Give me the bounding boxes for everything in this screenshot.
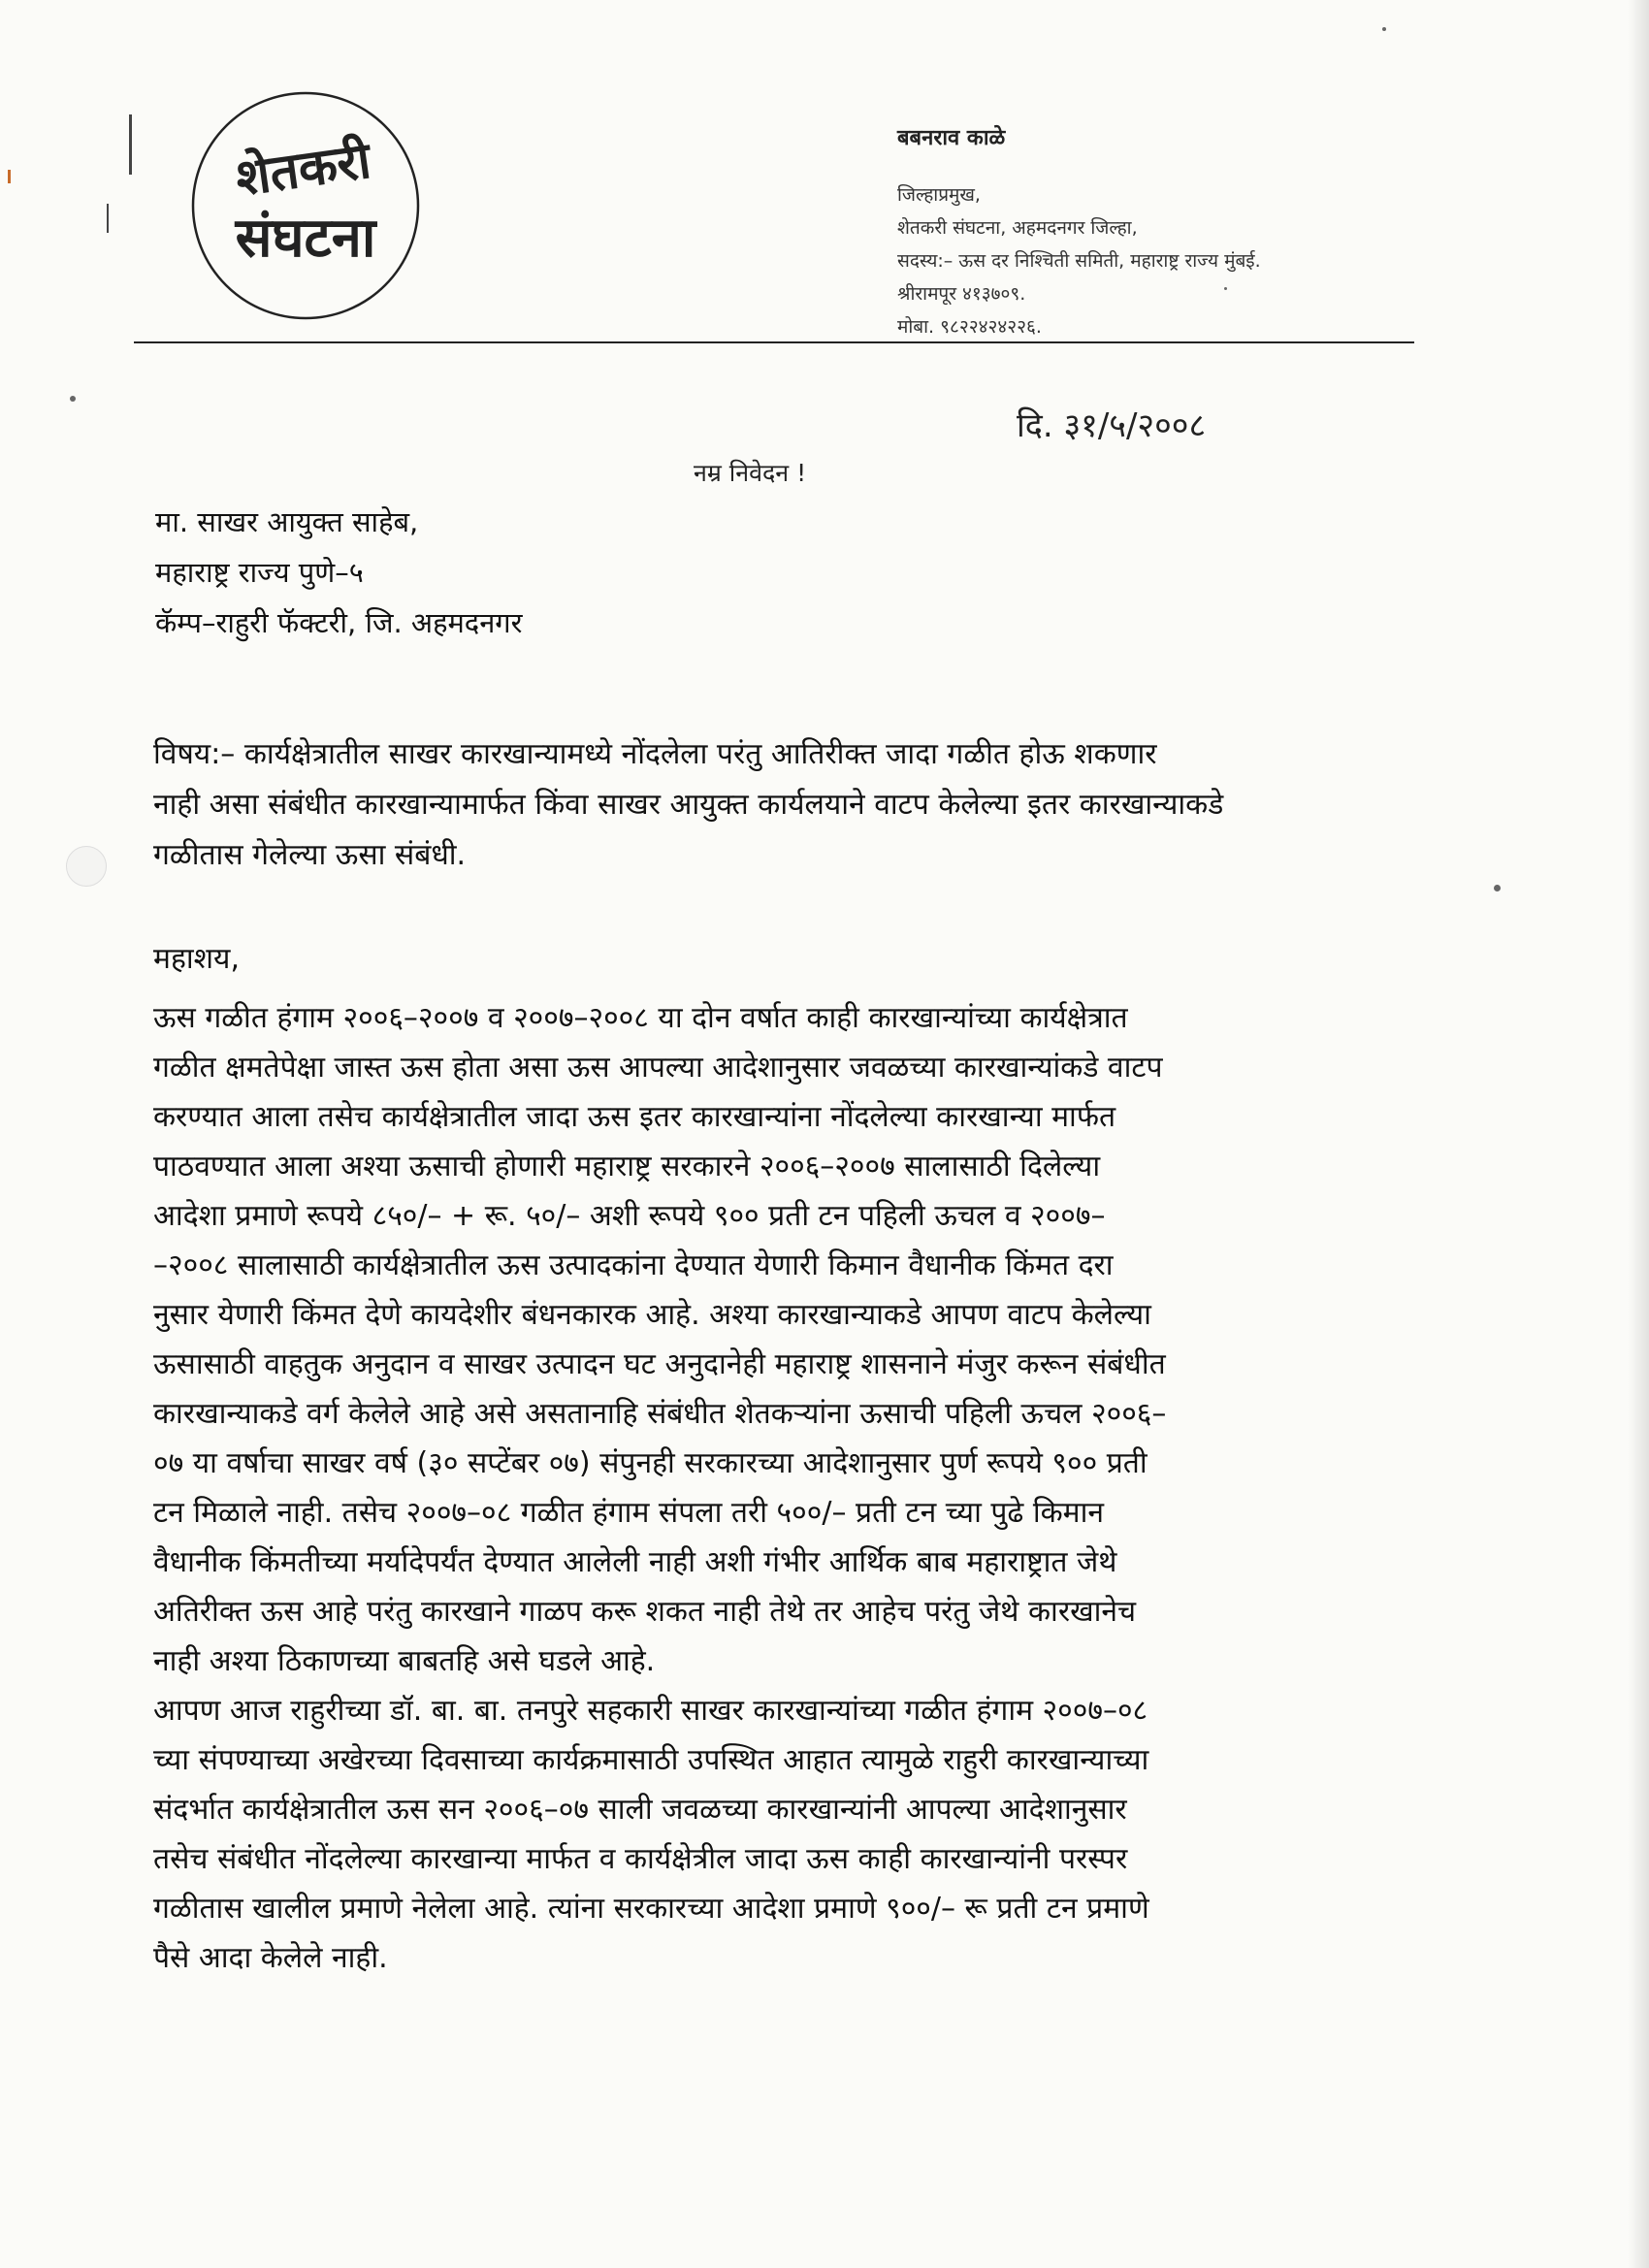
letterhead-line: जिल्हाप्रमुख, [897, 184, 981, 206]
body-line: ०७ या वर्षाचा साखर वर्ष (३० सप्टेंबर ०७) संपुनही सरकारच्या आदेशानुसार पुर्ण रूपये ९०० प्रती [153, 1446, 1148, 1480]
subject-line: विषय:– कार्यक्षेत्रातील साखर कारखान्यामध्ये नोंदलेला परंतु आतिरीक्त जादा गळीत होऊ शकणार [153, 737, 1157, 771]
letter-date: दि. ३१/५/२००८ [1017, 406, 1207, 445]
scan-speck [1382, 27, 1386, 31]
body-line: अतिरीक्त ऊस आहे परंतु कारखाने गाळप करू शकत नाही तेथे तर आहेच परंतु जेथे कारखानेच [153, 1595, 1137, 1629]
body-line: आपण आज राहुरीच्या डॉ. बा. बा. तनपुरे सहकारी साखर कारखान्यांच्या गळीत हंगाम २००७–०८ [153, 1694, 1148, 1728]
body-line: गळीत क्षमतेपेक्षा जास्त ऊस होता असा ऊस आपल्या आदेशानुसार जवळच्या कारखान्यांकडे वाटप [153, 1051, 1163, 1085]
scan-speck [1494, 885, 1501, 891]
margin-mark [129, 114, 132, 175]
body-line: टन मिळाले नाही. तसेच २००७–०८ गळीत हंगाम संपला तरी ५००/– प्रती टन च्या पुढे किमान [153, 1496, 1105, 1530]
body-line: ऊसासाठी वाहतुक अनुदान व साखर उत्पादन घट अनुदानेही महाराष्ट्र शासनाने मंजुर करून संबंधीत [153, 1347, 1166, 1381]
body-line: आदेशा प्रमाणे रूपये ८५०/– + रू. ५०/– अशी रूपये ९०० प्रती टन पहिली ऊचल व २००७– [153, 1199, 1106, 1233]
punch-hole-mark [66, 846, 107, 887]
body-line: पाठवण्यात आला अश्या ऊसाची होणारी महाराष्ट्र सरकारने २००६–२००७ सालासाठी दिलेल्या [153, 1150, 1101, 1183]
body-line: –२००८ सालासाठी कार्यक्षेत्रातील ऊस उत्पादकांना देण्यात येणारी किमान वैधानीक किंमत दरा [153, 1248, 1114, 1282]
letter-body [153, 993, 1443, 1983]
subject-line: गळीतास गेलेल्या ऊसा संबंधी. [153, 838, 467, 872]
body-line: कारखान्याकडे वर्ग केलेले आहे असे असतानाहि संबंधीत शेतकऱ्यांना ऊसाची पहिली ऊचल २००६– [153, 1397, 1167, 1431]
scan-speck [70, 396, 76, 402]
letterhead-line: श्रीरामपूर ४१३७०९. [897, 283, 1026, 305]
letterhead-line: शेतकरी संघटना, अहमदनगर जिल्हा, [897, 217, 1138, 239]
sender-name: बबनराव काळे [897, 126, 1006, 150]
page-edge-shadow [1628, 0, 1649, 2268]
salutation: महाशय, [153, 942, 240, 976]
organization-logo [189, 89, 422, 322]
address-line: मा. साखर आयुक्त साहेब, [155, 505, 419, 538]
body-line: पैसे आदा केलेले नाही. [153, 1941, 388, 1975]
subject-line: नाही असा संबंधीत कारखान्यामार्फत किंवा साखर आयुक्त कार्यलयाने वाटप केलेल्या इतर कारखान्याकडे [153, 788, 1224, 822]
recipient-address [155, 497, 523, 648]
logo-top-text: शेतकरी [232, 131, 374, 209]
subject-block [153, 729, 1443, 881]
header-divider [134, 341, 1414, 343]
body-line: ऊस गळीत हंगाम २००६–२००७ व २००७–२००८ या दोन वर्षात काही कारखान्यांच्या कार्यक्षेत्रात [153, 1001, 1128, 1035]
logo-bottom-text: संघटना [235, 207, 376, 270]
body-line: च्या संपण्याच्या अखेरच्या दिवसाच्या कार्यक्रमासाठी उपस्थित आहात त्यामुळे राहुरी कारखान्याच्या [153, 1743, 1149, 1777]
address-line: महाराष्ट्र राज्य पुणे–५ [155, 556, 364, 589]
body-line: नाही अश्या ठिकाणच्या बाबतहि असे घडले आहे. [153, 1644, 656, 1678]
body-line: नुसार येणारी किंमत देणे कायदेशीर बंधनकारक आहे. अश्या कारखान्याकडे आपण वाटप केलेल्या [153, 1298, 1151, 1332]
letterhead-line: मोबा. ९८२२४२४२२६. [897, 316, 1042, 338]
letterhead-line: सदस्य:– ऊस दर निश्चिती समिती, महाराष्ट्र राज्य मुंबई. [897, 250, 1261, 272]
body-line: गळीतास खालील प्रमाणे नेलेला आहे. त्यांना सरकारच्या आदेशा प्रमाणे ९००/– रू प्रती टन प्रमाणे [153, 1892, 1149, 1926]
margin-mark [8, 170, 11, 183]
body-line: करण्यात आला तसेच कार्यक्षेत्रातील जादा ऊस इतर कारखान्यांना नोंदलेल्या कारखान्या मार्फत [153, 1100, 1116, 1134]
body-line: संदर्भात कार्यक्षेत्रातील ऊस सन २००६–०७ साली जवळच्या कारखान्यांनी आपल्या आदेशानुसार [153, 1793, 1127, 1827]
address-line: कॅम्प–राहुरी फॅक्टरी, जि. अहमदनगर [155, 606, 523, 639]
body-line: तसेच संबंधीत नोंदलेल्या कारखान्या मार्फत व कार्यक्षेत्रील जादा ऊस काही कारखान्यांनी परस्पर [153, 1842, 1128, 1876]
body-line: वैधानीक किंमतीच्या मर्यादेपर्यंत देण्यात आलेली नाही अशी गंभीर आर्थिक बाब महाराष्ट्रात जेथे [153, 1545, 1117, 1579]
logo-seal [189, 89, 422, 322]
letterhead [897, 122, 1440, 345]
margin-mark [107, 204, 109, 233]
letter-heading: नम्र निवेदन ! [694, 459, 807, 487]
